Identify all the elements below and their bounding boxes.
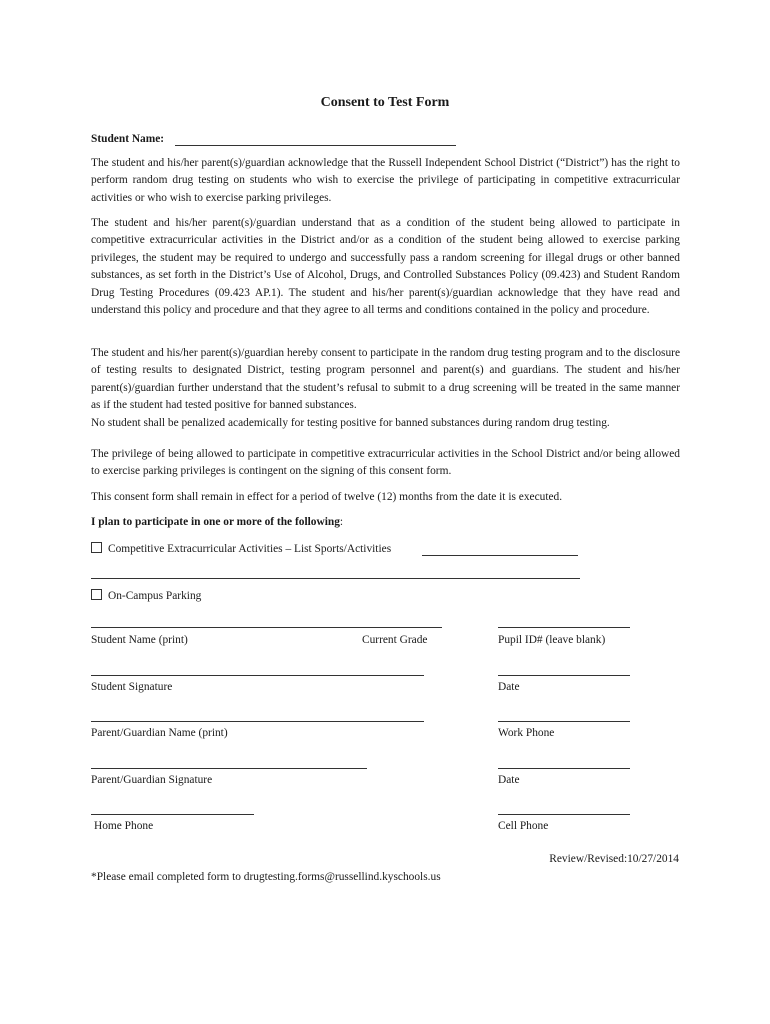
paragraph-privilege: The privilege of being allowed to participate in competitive extracurricular activities in the School District and/or being allowed to exercise parking privileges is contingent on the signing of this consent form.: [91, 448, 680, 478]
sports-activities-field-line-2[interactable]: [91, 578, 580, 579]
parking-label: On-Campus Parking: [108, 590, 202, 602]
work-phone-label: Work Phone: [498, 727, 555, 739]
extracurricular-label: Competitive Extracurricular Activities – List Sports/Activities: [108, 543, 392, 555]
current-grade-label: Current Grade: [362, 634, 428, 646]
guardian-signature-field[interactable]: [91, 768, 367, 769]
home-phone-field[interactable]: [91, 814, 254, 815]
guardian-name-print-label: Parent/Guardian Name (print): [91, 727, 228, 739]
paragraph-duration: This consent form shall remain in effect for a period of twelve (12) months from the date it is executed.: [91, 491, 563, 503]
guardian-name-print-field[interactable]: [91, 721, 424, 722]
guardian-signature-label: Parent/Guardian Signature: [91, 774, 213, 786]
paragraph-right-to-test: The student and his/her parent(s)/guardian acknowledge that the Russell Independent School District (“District”) has the right to perform random drug testing on students who wish to exercise the privilege of participating in competitive extracurricular activities or who wish to exercise parking privileges.: [91, 157, 680, 204]
pupil-id-label: Pupil ID# (leave blank): [498, 634, 606, 646]
cell-phone-label: Cell Phone: [498, 820, 549, 832]
sports-activities-field[interactable]: [422, 555, 578, 556]
plan-heading: I plan to participate in one or more of the following:: [91, 516, 344, 528]
option-extracurricular: [91, 542, 391, 556]
pupil-id-field[interactable]: [498, 627, 630, 628]
extracurricular-checkbox[interactable]: [91, 542, 102, 553]
date-label-2: Date: [498, 774, 520, 786]
student-name-print-field[interactable]: [91, 627, 442, 628]
date-field-2[interactable]: [498, 768, 630, 769]
date-label-1: Date: [498, 681, 520, 693]
home-phone-label: Home Phone: [94, 820, 154, 832]
parking-checkbox[interactable]: [91, 589, 102, 600]
student-signature-label: Student Signature: [91, 681, 173, 693]
work-phone-field[interactable]: [498, 721, 630, 722]
form-title: Consent to Test Form: [320, 95, 450, 110]
revision-date: Review/Revised:10/27/2014: [549, 853, 679, 865]
student-name-print-label: Student Name (print): [91, 634, 188, 646]
date-field-1[interactable]: [498, 675, 630, 676]
paragraph-no-penalty: No student shall be penalized academically for testing positive for banned substances during random drug testing.: [91, 417, 610, 429]
email-instruction: *Please email completed form to drugtesting.forms@russellind.kyschools.us: [91, 871, 441, 883]
student-name-field[interactable]: [175, 145, 456, 146]
paragraph-consent: The student and his/her parent(s)/guardian hereby consent to participate in the random drug testing program and to the disclosure of testing results to designated District, testing program personnel and parent(s) and guardians. The student and his/her parent(s)/guardian further understand that the student’s refusal to submit to a drug screening will be treated in the same manner as if the student had tested positive for banned substances.: [91, 347, 680, 412]
cell-phone-field[interactable]: [498, 814, 630, 815]
option-parking: [91, 589, 201, 603]
student-name-label: Student Name:: [91, 133, 165, 145]
student-signature-field[interactable]: [91, 675, 424, 676]
paragraph-condition: The student and his/her parent(s)/guardian understand that as a condition of the student being allowed to participate in competitive extracurricular activities in the District and/or as a condition of the student being allowed to exercise parking privileges, the student may be required to undergo and successfully pass a random screening for illegal drugs or other banned substances, as set forth in the District’s Use of Alcohol, Drugs, and Controlled Substances Policy (09.423) and Student Random Drug Testing Procedures (09.423 AP.1). The student and his/her parent(s)/guardian acknowledge that they have read and understand this policy and procedure and that they agree to all terms and conditions contained in the policy and procedure.: [91, 217, 680, 317]
